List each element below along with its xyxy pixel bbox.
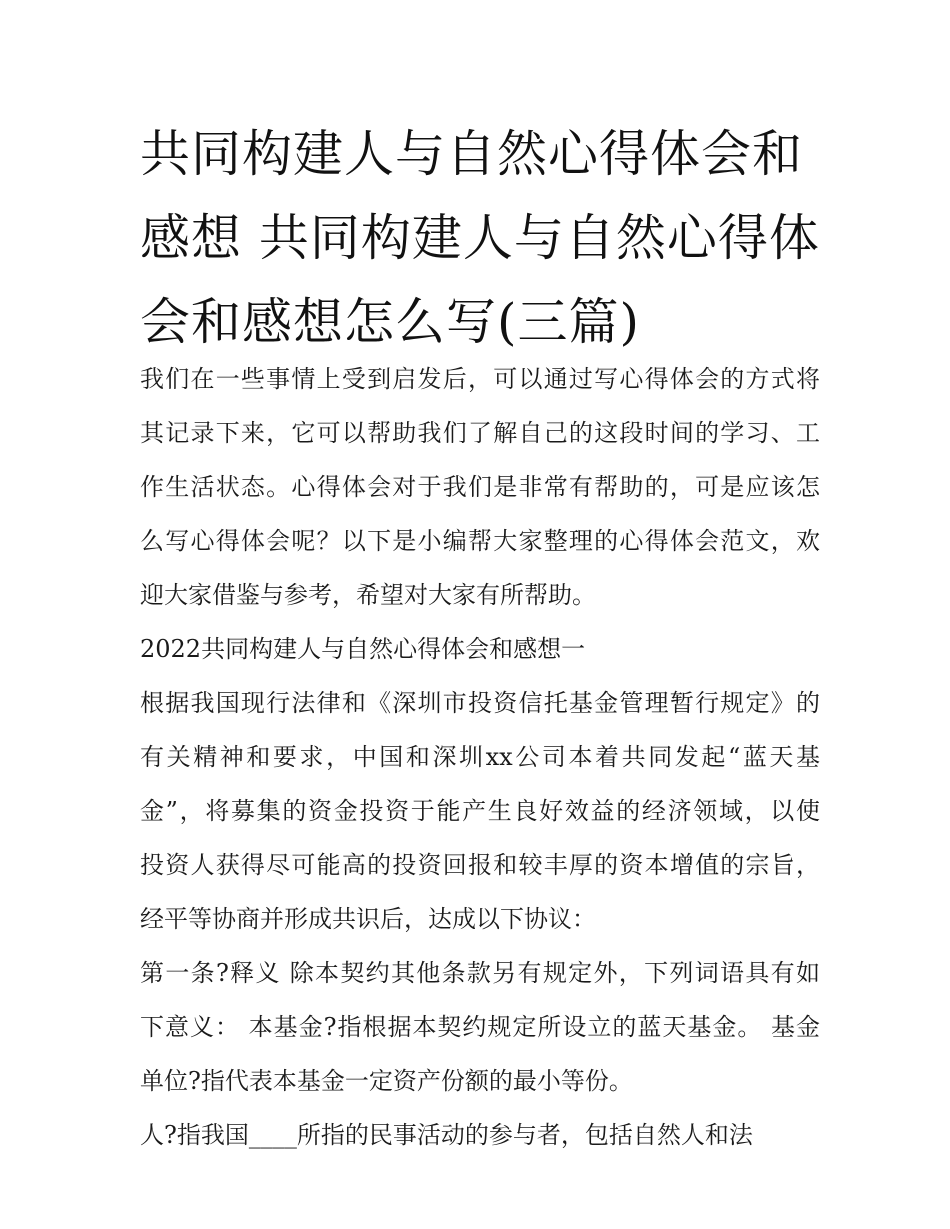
intro-line-5: 迎大家借鉴与参考，希望对大家有所帮助。 <box>140 581 596 609</box>
definition-line-1: 人?指我国____所指的民事活动的参与者，包括自然人和法 <box>140 1121 753 1149</box>
intro-line-1: 我们在一些事情上受到启发后，可以通过写心得体会的方式将 <box>140 365 820 393</box>
definition-paragraph <box>140 1108 820 1162</box>
document-body <box>140 352 820 1162</box>
intro-paragraph <box>140 352 820 622</box>
article-one-line-1: 第一条?释义 除本契约其他条款另有规定外，下列词语具有如 <box>140 959 820 987</box>
article-one-line-3: 单位?指代表本基金一定资产份额的最小等份。 <box>140 1067 633 1095</box>
intro-line-3: 作生活状态。心得体会对于我们是非常有帮助的，可是应该怎 <box>140 473 820 501</box>
article-one-line-2: 下意义： 本基金?指根据本契约规定所设立的蓝天基金。 基金 <box>140 1013 820 1041</box>
section-heading <box>140 622 820 676</box>
agreement-paragraph <box>140 676 820 946</box>
agreement-line-5: 经平等协商并形成共识后，达成以下协议： <box>140 905 596 933</box>
section-heading-text: 2022共同构建人与自然心得体会和感想一 <box>140 635 586 663</box>
agreement-line-4: 投资人获得尽可能高的投资回报和较丰厚的资本增值的宗旨， <box>140 851 820 879</box>
agreement-line-3: 金”，将募集的资金投资于能产生良好效益的经济领域，以使 <box>140 797 820 825</box>
title-line-3: 会和感想怎么写(三篇) <box>140 293 641 351</box>
intro-line-4: 么写心得体会呢？以下是小编帮大家整理的心得体会范文，欢 <box>140 527 820 555</box>
document-title <box>140 112 820 364</box>
intro-line-2: 其记录下来，它可以帮助我们了解自己的这段时间的学习、工 <box>140 419 820 447</box>
agreement-line-1: 根据我国现行法律和《深圳市投资信托基金管理暂行规定》的 <box>140 689 820 717</box>
agreement-line-2: 有关精神和要求，中国和深圳xx公司本着共同发起“蓝天基 <box>140 743 820 771</box>
article-one-paragraph <box>140 946 820 1108</box>
title-line-1: 共同构建人与自然心得体会和 <box>140 125 803 183</box>
title-line-2: 感想 共同构建人与自然心得体 <box>140 209 820 267</box>
